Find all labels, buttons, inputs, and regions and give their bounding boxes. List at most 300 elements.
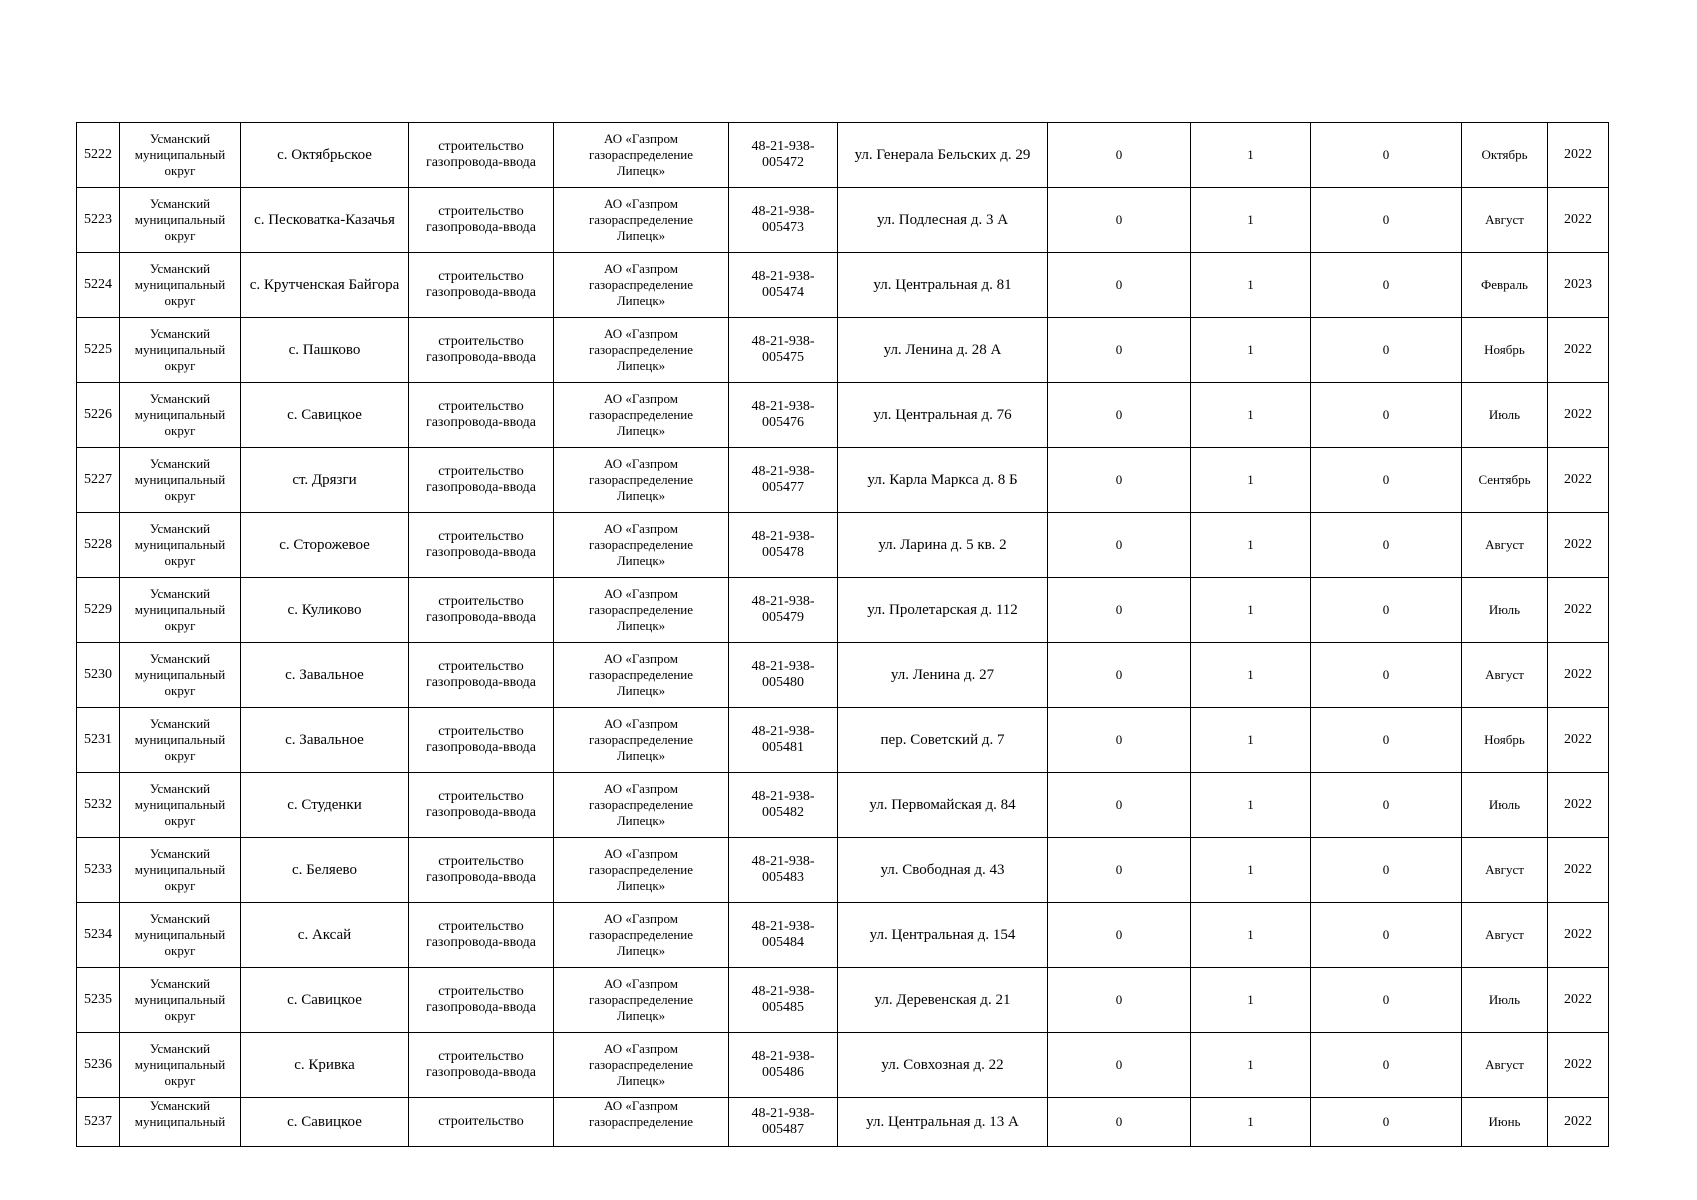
- organization-cell: [554, 318, 729, 383]
- municipality-cell-line: Усманский: [149, 846, 211, 861]
- locality-cell: с. Сторожевое: [241, 513, 409, 578]
- locality-cell: с. Кривка: [241, 1033, 409, 1098]
- code-cell: [729, 708, 838, 773]
- code-cell-line: 48-21-938-: [751, 659, 815, 674]
- value-3-cell: 0: [1311, 448, 1462, 513]
- registry-table: [76, 122, 1609, 1147]
- code-cell-line: 48-21-938-: [751, 139, 815, 154]
- address-cell: ул. Ленина д. 27: [838, 643, 1048, 708]
- organization-cell-line: АО «Газпром: [604, 131, 678, 146]
- row-number-cell: 5230: [77, 643, 120, 708]
- address-cell: ул. Центральная д. 76: [838, 383, 1048, 448]
- work-type-cell-line: строительство: [438, 399, 524, 414]
- row-number-cell: 5231: [77, 708, 120, 773]
- month-cell: Июль: [1462, 578, 1548, 643]
- work-type-cell-line: строительство: [438, 334, 524, 349]
- municipality-cell-line: округ: [164, 163, 196, 178]
- month-cell: Август: [1462, 643, 1548, 708]
- organization-cell: [554, 903, 729, 968]
- row-number-cell: 5222: [77, 123, 120, 188]
- organization-cell-line: газораспределение: [588, 732, 694, 747]
- address-cell: ул. Первомайская д. 84: [838, 773, 1048, 838]
- year-cell: 2022: [1548, 578, 1609, 643]
- month-cell: Июль: [1462, 383, 1548, 448]
- organization-cell-line: газораспределение: [588, 862, 694, 877]
- month-cell: Август: [1462, 1033, 1548, 1098]
- month-cell: Февраль: [1462, 253, 1548, 318]
- address-cell: ул. Ленина д. 28 А: [838, 318, 1048, 383]
- year-cell: 2022: [1548, 708, 1609, 773]
- work-type-cell: [409, 578, 554, 643]
- municipality-cell: [120, 188, 241, 253]
- organization-cell-line: Липецк»: [616, 943, 666, 958]
- municipality-cell-line: муниципальный: [134, 147, 226, 162]
- organization-cell-line: АО «Газпром: [604, 261, 678, 276]
- work-type-cell-line: строительство: [438, 659, 524, 674]
- code-cell: [729, 383, 838, 448]
- year-cell: 2022: [1548, 773, 1609, 838]
- municipality-cell-line: округ: [164, 553, 196, 568]
- code-cell-line: 005481: [762, 740, 804, 755]
- organization-cell: [554, 708, 729, 773]
- organization-cell-line: газораспределение: [588, 927, 694, 942]
- locality-cell: с. Студенки: [241, 773, 409, 838]
- work-type-cell-line: газопровода-ввода: [425, 1065, 537, 1080]
- municipality-cell: [120, 123, 241, 188]
- value-3-cell: 0: [1311, 1098, 1462, 1147]
- municipality-cell: [120, 383, 241, 448]
- value-1-cell: 0: [1048, 448, 1191, 513]
- municipality-cell-line: муниципальный: [134, 537, 226, 552]
- organization-cell: [554, 383, 729, 448]
- municipality-cell-line: муниципальный: [134, 342, 226, 357]
- municipality-cell-line: округ: [164, 1073, 196, 1088]
- value-3-cell: 0: [1311, 903, 1462, 968]
- code-cell-line: 005473: [762, 220, 804, 235]
- municipality-cell-line: муниципальный: [134, 667, 226, 682]
- organization-cell-line: газораспределение: [588, 277, 694, 292]
- code-cell-line: 005487: [762, 1122, 804, 1137]
- year-cell: 2022: [1548, 513, 1609, 578]
- value-3-cell: 0: [1311, 1033, 1462, 1098]
- month-cell: Июль: [1462, 773, 1548, 838]
- work-type-cell-line: строительство: [438, 789, 524, 804]
- organization-cell: [554, 838, 729, 903]
- municipality-cell-line: округ: [164, 423, 196, 438]
- work-type-cell-line: строительство: [438, 919, 524, 934]
- work-type-cell: [409, 643, 554, 708]
- code-cell-line: 48-21-938-: [751, 529, 815, 544]
- municipality-cell: [120, 448, 241, 513]
- address-cell: ул. Генерала Бельских д. 29: [838, 123, 1048, 188]
- municipality-cell-line: Усманский: [149, 586, 211, 601]
- value-2-cell: 1: [1191, 773, 1311, 838]
- row-number-cell: 5226: [77, 383, 120, 448]
- value-1-cell: 0: [1048, 708, 1191, 773]
- table-row: [77, 188, 1609, 253]
- municipality-cell-line: Усманский: [149, 391, 211, 406]
- work-type-cell: [409, 448, 554, 513]
- row-number-cell: 5227: [77, 448, 120, 513]
- value-2-cell: 1: [1191, 318, 1311, 383]
- organization-cell-line: газораспределение: [588, 992, 694, 1007]
- work-type-cell-line: строительство: [438, 204, 524, 219]
- code-cell-line: 48-21-938-: [751, 919, 815, 934]
- address-cell: ул. Карла Маркса д. 8 Б: [838, 448, 1048, 513]
- month-cell: Август: [1462, 513, 1548, 578]
- organization-cell-line: АО «Газпром: [604, 846, 678, 861]
- year-cell: 2022: [1548, 903, 1609, 968]
- value-1-cell: 0: [1048, 643, 1191, 708]
- value-1-cell: 0: [1048, 1098, 1191, 1147]
- work-type-cell-line: строительство: [438, 724, 524, 739]
- code-cell: [729, 578, 838, 643]
- work-type-cell-line: газопровода-ввода: [425, 675, 537, 690]
- municipality-cell: [120, 318, 241, 383]
- code-cell-line: 005476: [762, 415, 804, 430]
- value-3-cell: 0: [1311, 578, 1462, 643]
- organization-cell-line: Липецк»: [616, 163, 666, 178]
- value-3-cell: 0: [1311, 838, 1462, 903]
- organization-cell-line: АО «Газпром: [604, 781, 678, 796]
- value-2-cell: 1: [1191, 968, 1311, 1033]
- code-cell-line: 005482: [762, 805, 804, 820]
- work-type-cell-line: строительство: [438, 1114, 524, 1129]
- organization-cell-line: Липецк»: [616, 423, 666, 438]
- municipality-cell-line: муниципальный: [134, 1057, 226, 1072]
- value-1-cell: 0: [1048, 188, 1191, 253]
- code-cell-line: 005483: [762, 870, 804, 885]
- month-cell: Июнь: [1462, 1098, 1548, 1147]
- municipality-cell-line: округ: [164, 1008, 196, 1023]
- address-cell: пер. Советский д. 7: [838, 708, 1048, 773]
- table-row: [77, 123, 1609, 188]
- work-type-cell-line: газопровода-ввода: [425, 350, 537, 365]
- table-body: [77, 123, 1609, 1147]
- value-2-cell: 1: [1191, 1098, 1311, 1147]
- locality-cell: с. Аксай: [241, 903, 409, 968]
- organization-cell-line: газораспределение: [588, 1057, 694, 1072]
- locality-cell: с. Крутченская Байгора: [241, 253, 409, 318]
- code-cell-line: 005478: [762, 545, 804, 560]
- locality-cell: с. Беляево: [241, 838, 409, 903]
- work-type-cell: [409, 773, 554, 838]
- municipality-cell: [120, 1033, 241, 1098]
- year-cell: 2022: [1548, 383, 1609, 448]
- municipality-cell-line: Усманский: [149, 456, 211, 471]
- organization-cell-line: Липецк»: [616, 1008, 666, 1023]
- municipality-cell: [120, 903, 241, 968]
- municipality-cell: [120, 773, 241, 838]
- address-cell: ул. Пролетарская д. 112: [838, 578, 1048, 643]
- code-cell-line: 48-21-938-: [751, 269, 815, 284]
- municipality-cell: [120, 708, 241, 773]
- code-cell-line: 48-21-938-: [751, 594, 815, 609]
- work-type-cell-line: строительство: [438, 139, 524, 154]
- work-type-cell: [409, 123, 554, 188]
- organization-cell-line: АО «Газпром: [604, 651, 678, 666]
- year-cell: 2022: [1548, 188, 1609, 253]
- municipality-cell: [120, 838, 241, 903]
- organization-cell-line: АО «Газпром: [604, 976, 678, 991]
- code-cell: [729, 1098, 838, 1147]
- value-3-cell: 0: [1311, 318, 1462, 383]
- year-cell: 2022: [1548, 448, 1609, 513]
- organization-cell-line: АО «Газпром: [604, 391, 678, 406]
- municipality-cell-line: округ: [164, 813, 196, 828]
- code-cell: [729, 253, 838, 318]
- month-cell: Сентябрь: [1462, 448, 1548, 513]
- work-type-cell-line: газопровода-ввода: [425, 220, 537, 235]
- table-row: [77, 1098, 1609, 1147]
- year-cell: 2023: [1548, 253, 1609, 318]
- code-cell-line: 005485: [762, 1000, 804, 1015]
- organization-cell: [554, 448, 729, 513]
- work-type-cell: [409, 188, 554, 253]
- value-3-cell: 0: [1311, 253, 1462, 318]
- work-type-cell-line: газопровода-ввода: [425, 1000, 537, 1015]
- organization-cell: [554, 188, 729, 253]
- value-3-cell: 0: [1311, 513, 1462, 578]
- value-3-cell: 0: [1311, 643, 1462, 708]
- month-cell: Август: [1462, 188, 1548, 253]
- work-type-cell-line: газопровода-ввода: [425, 415, 537, 430]
- organization-cell: [554, 578, 729, 643]
- organization-cell: [554, 968, 729, 1033]
- organization-cell-line: Липецк»: [616, 618, 666, 633]
- municipality-cell-line: муниципальный: [134, 992, 226, 1007]
- value-3-cell: 0: [1311, 708, 1462, 773]
- organization-cell-line: Липецк»: [616, 358, 666, 373]
- value-2-cell: 1: [1191, 903, 1311, 968]
- organization-cell: [554, 1033, 729, 1098]
- municipality-cell-line: Усманский: [149, 521, 211, 536]
- value-3-cell: 0: [1311, 123, 1462, 188]
- organization-cell-line: газораспределение: [588, 212, 694, 227]
- organization-cell-line: газораспределение: [588, 407, 694, 422]
- value-1-cell: 0: [1048, 318, 1191, 383]
- value-2-cell: 1: [1191, 448, 1311, 513]
- value-1-cell: 0: [1048, 253, 1191, 318]
- municipality-cell-line: округ: [164, 228, 196, 243]
- row-number-cell: 5228: [77, 513, 120, 578]
- value-3-cell: 0: [1311, 773, 1462, 838]
- work-type-cell-line: газопровода-ввода: [425, 610, 537, 625]
- month-cell: Июль: [1462, 968, 1548, 1033]
- municipality-cell-line: округ: [164, 878, 196, 893]
- table-row: [77, 838, 1609, 903]
- code-cell: [729, 448, 838, 513]
- organization-cell: [554, 773, 729, 838]
- code-cell-line: 48-21-938-: [751, 464, 815, 479]
- municipality-cell-line: муниципальный: [134, 212, 226, 227]
- locality-cell: с. Октябрьское: [241, 123, 409, 188]
- municipality-cell-line: Усманский: [149, 976, 211, 991]
- table-row: [77, 968, 1609, 1033]
- work-type-cell: [409, 383, 554, 448]
- municipality-cell: [120, 513, 241, 578]
- work-type-cell: [409, 253, 554, 318]
- code-cell: [729, 1033, 838, 1098]
- value-3-cell: 0: [1311, 383, 1462, 448]
- table-row: [77, 1033, 1609, 1098]
- value-2-cell: 1: [1191, 383, 1311, 448]
- code-cell-line: 48-21-938-: [751, 399, 815, 414]
- municipality-cell-line: округ: [164, 748, 196, 763]
- work-type-cell: [409, 513, 554, 578]
- locality-cell: с. Завальное: [241, 643, 409, 708]
- organization-cell-line: газораспределение: [588, 472, 694, 487]
- value-2-cell: 1: [1191, 188, 1311, 253]
- value-1-cell: 0: [1048, 773, 1191, 838]
- organization-cell-line: Липецк»: [616, 683, 666, 698]
- year-cell: 2022: [1548, 968, 1609, 1033]
- municipality-cell-line: муниципальный: [134, 407, 226, 422]
- code-cell-line: 005486: [762, 1065, 804, 1080]
- organization-cell: [554, 123, 729, 188]
- organization-cell-line: Липецк»: [616, 878, 666, 893]
- value-2-cell: 1: [1191, 643, 1311, 708]
- organization-cell-line: Липецк»: [616, 553, 666, 568]
- row-number-cell: 5236: [77, 1033, 120, 1098]
- municipality-cell-line: округ: [164, 293, 196, 308]
- organization-cell: [554, 253, 729, 318]
- code-cell: [729, 643, 838, 708]
- code-cell: [729, 188, 838, 253]
- organization-cell-line: Липецк»: [616, 1073, 666, 1088]
- code-cell-line: 48-21-938-: [751, 334, 815, 349]
- locality-cell: с. Куликово: [241, 578, 409, 643]
- organization-cell-line: газораспределение: [588, 537, 694, 552]
- organization-cell-line: АО «Газпром: [604, 521, 678, 536]
- address-cell: ул. Подлесная д. 3 А: [838, 188, 1048, 253]
- organization-cell-line: газораспределение: [588, 602, 694, 617]
- value-1-cell: 0: [1048, 383, 1191, 448]
- month-cell: Ноябрь: [1462, 318, 1548, 383]
- value-1-cell: 0: [1048, 968, 1191, 1033]
- year-cell: 2022: [1548, 643, 1609, 708]
- value-1-cell: 0: [1048, 838, 1191, 903]
- address-cell: ул. Центральная д. 13 А: [838, 1098, 1048, 1147]
- municipality-cell-line: Усманский: [149, 131, 211, 146]
- row-number-cell: 5223: [77, 188, 120, 253]
- table-row: [77, 708, 1609, 773]
- code-cell-line: 48-21-938-: [751, 854, 815, 869]
- code-cell-line: 005475: [762, 350, 804, 365]
- row-number-cell: 5235: [77, 968, 120, 1033]
- work-type-cell-line: строительство: [438, 269, 524, 284]
- municipality-cell-line: Усманский: [149, 326, 211, 341]
- municipality-cell-line: Усманский: [149, 651, 211, 666]
- row-number-cell: 5232: [77, 773, 120, 838]
- work-type-cell-line: газопровода-ввода: [425, 740, 537, 755]
- code-cell-line: 005477: [762, 480, 804, 495]
- locality-cell: с. Савицкое: [241, 1098, 409, 1147]
- organization-cell-line: АО «Газпром: [604, 1098, 678, 1113]
- value-2-cell: 1: [1191, 1033, 1311, 1098]
- code-cell-line: 48-21-938-: [751, 1106, 815, 1121]
- municipality-cell: [120, 1098, 241, 1147]
- work-type-cell: [409, 1098, 554, 1147]
- row-number-cell: 5229: [77, 578, 120, 643]
- code-cell: [729, 123, 838, 188]
- month-cell: Ноябрь: [1462, 708, 1548, 773]
- work-type-cell-line: строительство: [438, 984, 524, 999]
- municipality-cell-line: Усманский: [149, 911, 211, 926]
- municipality-cell-line: Усманский: [149, 781, 211, 796]
- municipality-cell-line: муниципальный: [134, 732, 226, 747]
- code-cell-line: 48-21-938-: [751, 984, 815, 999]
- table-row: [77, 903, 1609, 968]
- year-cell: 2022: [1548, 318, 1609, 383]
- code-cell: [729, 968, 838, 1033]
- row-number-cell: 5237: [77, 1098, 120, 1147]
- code-cell: [729, 513, 838, 578]
- work-type-cell-line: газопровода-ввода: [425, 545, 537, 560]
- work-type-cell-line: газопровода-ввода: [425, 805, 537, 820]
- code-cell: [729, 838, 838, 903]
- municipality-cell-line: округ: [164, 618, 196, 633]
- organization-cell-line: газораспределение: [588, 797, 694, 812]
- row-number-cell: 5225: [77, 318, 120, 383]
- municipality-cell-line: муниципальный: [134, 472, 226, 487]
- year-cell: 2022: [1548, 1033, 1609, 1098]
- value-2-cell: 1: [1191, 578, 1311, 643]
- municipality-cell-line: муниципальный: [134, 277, 226, 292]
- code-cell-line: 005472: [762, 155, 804, 170]
- table-row: [77, 318, 1609, 383]
- work-type-cell: [409, 318, 554, 383]
- municipality-cell: [120, 643, 241, 708]
- municipality-cell-line: муниципальный: [134, 862, 226, 877]
- code-cell-line: 48-21-938-: [751, 789, 815, 804]
- address-cell: ул. Центральная д. 81: [838, 253, 1048, 318]
- organization-cell: [554, 643, 729, 708]
- work-type-cell-line: строительство: [438, 529, 524, 544]
- municipality-cell-line: Усманский: [149, 196, 211, 211]
- work-type-cell-line: газопровода-ввода: [425, 935, 537, 950]
- work-type-cell-line: строительство: [438, 594, 524, 609]
- code-cell-line: 48-21-938-: [751, 204, 815, 219]
- value-2-cell: 1: [1191, 513, 1311, 578]
- value-2-cell: 1: [1191, 123, 1311, 188]
- organization-cell-line: газораспределение: [588, 667, 694, 682]
- value-1-cell: 0: [1048, 578, 1191, 643]
- organization-cell-line: Липецк»: [616, 228, 666, 243]
- value-3-cell: 0: [1311, 188, 1462, 253]
- value-1-cell: 0: [1048, 123, 1191, 188]
- table-row: [77, 383, 1609, 448]
- municipality-cell: [120, 968, 241, 1033]
- organization-cell-line: АО «Газпром: [604, 1041, 678, 1056]
- table-row: [77, 448, 1609, 513]
- organization-cell: [554, 1098, 729, 1147]
- work-type-cell: [409, 838, 554, 903]
- work-type-cell-line: газопровода-ввода: [425, 480, 537, 495]
- month-cell: Октябрь: [1462, 123, 1548, 188]
- value-1-cell: 0: [1048, 1033, 1191, 1098]
- organization-cell-line: газораспределение: [588, 1114, 694, 1129]
- row-number-cell: 5234: [77, 903, 120, 968]
- code-cell: [729, 318, 838, 383]
- municipality-cell-line: муниципальный: [134, 797, 226, 812]
- organization-cell-line: АО «Газпром: [604, 586, 678, 601]
- organization-cell-line: газораспределение: [588, 342, 694, 357]
- work-type-cell: [409, 1033, 554, 1098]
- code-cell-line: 005479: [762, 610, 804, 625]
- organization-cell-line: АО «Газпром: [604, 456, 678, 471]
- table-row: [77, 253, 1609, 318]
